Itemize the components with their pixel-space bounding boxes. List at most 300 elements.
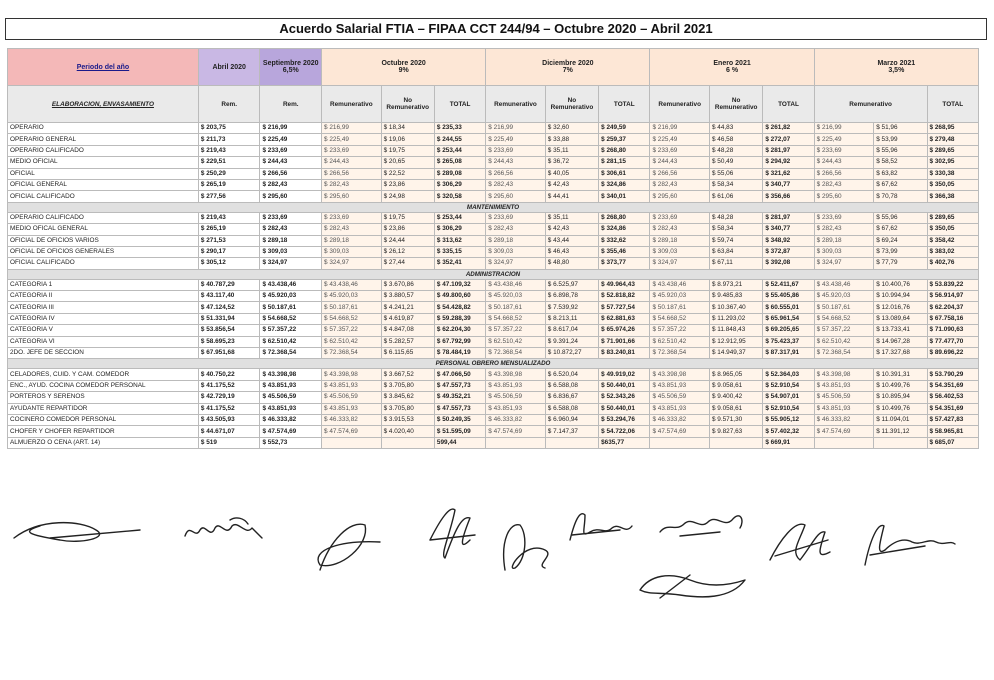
total-header: TOTAL: [434, 86, 485, 123]
dic-no-remunerativo-value: $ 43,44: [545, 235, 598, 246]
septiembre-value: $ 233,69: [260, 212, 322, 223]
dic-no-remunerativo-value: $ 6.588,08: [545, 380, 598, 391]
dic-total-value: $ 355,46: [599, 246, 650, 257]
ene-no-remunerativo-value: $ 58,34: [709, 179, 762, 190]
ene-remunerativo-value: $ 43.438,46: [650, 279, 710, 290]
oct-no-remunerativo-value: $ 19,06: [381, 134, 434, 145]
ene-remunerativo-value: $ 45.506,59: [650, 392, 710, 403]
mar-no-remunerativo-value: $ 13.733,41: [874, 325, 927, 336]
table-row: [8, 179, 979, 190]
mar-remunerativo-value: $ 43.851,93: [814, 380, 874, 391]
section-title: PERSONAL OBRERO MENSUALIZADO: [8, 359, 979, 369]
mar-remunerativo-value: $ 282,43: [814, 224, 874, 235]
mar-total-value: $ 67.758,16: [927, 313, 978, 324]
dic-total-value: $ 281,15: [599, 157, 650, 168]
dic-remunerativo-value: $ 72.368,54: [486, 348, 546, 359]
dic-no-remunerativo-value: $ 6.898,78: [545, 291, 598, 302]
ene-no-remunerativo-value: $ 67,11: [709, 258, 762, 269]
category-name: COCINERO COMEDOR PERSONAL: [8, 414, 199, 425]
septiembre-value: $ 46.333,82: [260, 414, 322, 425]
remunerativo-header: Remunerativo: [322, 86, 382, 123]
dic-remunerativo-value: $ 57.357,22: [486, 325, 546, 336]
dic-total-value: $ 52.818,82: [599, 291, 650, 302]
ene-total-value: $ 55.905,12: [763, 414, 814, 425]
mar-total-value: $ 56.914,97: [927, 291, 978, 302]
abril-value: $ 40.750,22: [198, 369, 260, 380]
ene-total-value: $ 348,92: [763, 235, 814, 246]
abril-value: $ 67.951,68: [198, 348, 260, 359]
oct-no-remunerativo-value: $ 20,65: [381, 157, 434, 168]
mar-total-value: $ 350,05: [927, 179, 978, 190]
abril-value: $ 265,19: [198, 224, 260, 235]
section-title: MANTENIMIENTO: [8, 202, 979, 212]
ene-total-value: $ 281,97: [763, 145, 814, 156]
ene-no-remunerativo-value: $ 46,58: [709, 134, 762, 145]
oct-remunerativo-value: $ 266,56: [322, 168, 382, 179]
ene-no-remunerativo-value: $ 58,34: [709, 224, 762, 235]
category-name: CATEGORIA V: [8, 325, 199, 336]
period-header: Periodo del año: [8, 49, 199, 86]
oct-total-value: $ 235,33: [434, 123, 485, 134]
remunerativo-header: Remunerativo: [486, 86, 546, 123]
dic-remunerativo-value: $ 225,49: [486, 134, 546, 145]
abril-value: $ 203,75: [198, 123, 260, 134]
category-name: MEDIO OFICAL GENERAL: [8, 224, 199, 235]
ene-no-remunerativo-value: $ 55,06: [709, 168, 762, 179]
oct-total-value: $ 253,44: [434, 145, 485, 156]
septiembre-value: $ 62.510,42: [260, 336, 322, 347]
signature-8: [640, 575, 745, 598]
dic-remunerativo-value: $ 266,56: [486, 168, 546, 179]
dic-remunerativo-value: $ 43.438,46: [486, 279, 546, 290]
mar-no-remunerativo-value: $ 14.967,28: [874, 336, 927, 347]
dic-total-value: $ 50.440,01: [599, 403, 650, 414]
mar-no-remunerativo-value: $ 51,96: [874, 123, 927, 134]
signature-6: [570, 514, 632, 540]
oct-remunerativo-value: $ 72.368,54: [322, 348, 382, 359]
oct-no-remunerativo-value: $ 26,12: [381, 246, 434, 257]
septiembre-value: $ 57.357,22: [260, 325, 322, 336]
abril-value: $ 250,29: [198, 168, 260, 179]
mar-total-value: $ 383,02: [927, 246, 978, 257]
mar-no-remunerativo-value: $ 10.499,76: [874, 403, 927, 414]
dic-total-value: $ 71.901,66: [599, 336, 650, 347]
dic-no-remunerativo-value: $ 6.960,94: [545, 414, 598, 425]
ene-remunerativo-value: $ 233,69: [650, 145, 710, 156]
dic-no-remunerativo-value: $ 35,11: [545, 145, 598, 156]
signature-9: [770, 524, 830, 560]
table-row: [8, 414, 979, 425]
dic-remunerativo-value: $ 324,97: [486, 258, 546, 269]
oct-no-remunerativo-value: $ 27,44: [381, 258, 434, 269]
mar-remunerativo-value: $ 233,69: [814, 212, 874, 223]
mar-total-value: $ 53.839,22: [927, 279, 978, 290]
ene-total-value: $ 54.907,01: [763, 392, 814, 403]
dic-total-value: $ 268,80: [599, 212, 650, 223]
abril-value: $ 305,12: [198, 258, 260, 269]
table-row: [8, 403, 979, 414]
mar-remunerativo-value: $ 57.357,22: [814, 325, 874, 336]
oct-total-value: $ 335,15: [434, 246, 485, 257]
ene-remunerativo-value: $ 216,99: [650, 123, 710, 134]
abril-value: $ 277,56: [198, 191, 260, 202]
mar-total-value: $ 89.696,22: [927, 348, 978, 359]
table-row: [8, 336, 979, 347]
ene-remunerativo-value: $ 289,18: [650, 235, 710, 246]
oct-total-value: $ 47.557,73: [434, 380, 485, 391]
dic-no-remunerativo-value: $ 6.520,04: [545, 369, 598, 380]
dic-no-remunerativo-value: $ 35,11: [545, 212, 598, 223]
table-row: [8, 313, 979, 324]
oct-remunerativo-value: $ 244,43: [322, 157, 382, 168]
category-name: CATEGORIA VI: [8, 336, 199, 347]
empty-cell: [486, 437, 546, 448]
total-header: TOTAL: [599, 86, 650, 123]
remunerativo-header: Remunerativo: [814, 86, 927, 123]
oct-remunerativo-value: $ 233,69: [322, 145, 382, 156]
ene-no-remunerativo-value: $ 8.973,21: [709, 279, 762, 290]
dic-remunerativo-value: $ 43.851,93: [486, 403, 546, 414]
oct-total-value: $ 306,29: [434, 224, 485, 235]
almuerzo-row: [8, 437, 979, 448]
mar-total-value: $ 402,76: [927, 258, 978, 269]
oct-total-value: $ 244,55: [434, 134, 485, 145]
oct-no-remunerativo-value: $ 23,86: [381, 224, 434, 235]
dic-total-value: $ 49.919,02: [599, 369, 650, 380]
dic-total-value: $ 268,80: [599, 145, 650, 156]
ene-remunerativo-value: $ 244,43: [650, 157, 710, 168]
mar-no-remunerativo-value: $ 70,78: [874, 191, 927, 202]
category-name: CATEGORIA III: [8, 302, 199, 313]
section-header-row: [8, 202, 979, 212]
ene-no-remunerativo-value: $ 9.058,61: [709, 380, 762, 391]
ene-remunerativo-value: $ 309,03: [650, 246, 710, 257]
mar-remunerativo-value: $ 309,03: [814, 246, 874, 257]
oct-total-value: $ 289,08: [434, 168, 485, 179]
category-name: OFICIAL GENERAL: [8, 179, 199, 190]
ene-total-value: $ 65.961,54: [763, 313, 814, 324]
ene-total-value: $ 52.364,03: [763, 369, 814, 380]
mar-no-remunerativo-value: $ 63,82: [874, 168, 927, 179]
oct-no-remunerativo-value: $ 22,52: [381, 168, 434, 179]
ene-total-value: $ 356,66: [763, 191, 814, 202]
category-name: OFICIAL CALIFICADO: [8, 191, 199, 202]
no-remunerativo-header: No Remunerativo: [709, 86, 762, 123]
dic-no-remunerativo-value: $ 42,43: [545, 179, 598, 190]
dic-remunerativo-value: $ 216,99: [486, 123, 546, 134]
section-header-row: [8, 359, 979, 369]
almuerzo-oct-total: 599,44: [434, 437, 485, 448]
table-row: [8, 325, 979, 336]
ene-no-remunerativo-value: $ 10.367,40: [709, 302, 762, 313]
table-row: [8, 145, 979, 156]
ene-no-remunerativo-value: $ 11.848,43: [709, 325, 762, 336]
table-row: [8, 369, 979, 380]
oct-remunerativo-value: $ 46.333,82: [322, 414, 382, 425]
oct-no-remunerativo-value: $ 3.880,57: [381, 291, 434, 302]
septiembre-value: $ 43.438,46: [260, 279, 322, 290]
abril-value: $ 271,53: [198, 235, 260, 246]
ene-total-value: $ 75.423,37: [763, 336, 814, 347]
oct-remunerativo-value: $ 295,60: [322, 191, 382, 202]
dic-remunerativo-value: $ 289,18: [486, 235, 546, 246]
abril-value: $ 265,19: [198, 179, 260, 190]
septiembre-value: $ 54.668,52: [260, 313, 322, 324]
category-name: OFICIAL CALIFICADO: [8, 258, 199, 269]
mar-total-value: $ 53.790,29: [927, 369, 978, 380]
abril-value: $ 51.331,94: [198, 313, 260, 324]
oct-no-remunerativo-value: $ 4.020,40: [381, 426, 434, 437]
dic-total-value: $ 83.240,81: [599, 348, 650, 359]
signature-5: [504, 525, 548, 570]
oct-no-remunerativo-value: $ 19,75: [381, 212, 434, 223]
almuerzo-mar-total: $ 685,07: [927, 437, 978, 448]
dic-no-remunerativo-value: $ 9.391,24: [545, 336, 598, 347]
oct-total-value: $ 47.557,73: [434, 403, 485, 414]
mar-remunerativo-value: $ 282,43: [814, 179, 874, 190]
dic-no-remunerativo-value: $ 6.588,08: [545, 403, 598, 414]
ene-remunerativo-value: $ 282,43: [650, 224, 710, 235]
ene-remunerativo-value: $ 46.333,82: [650, 414, 710, 425]
septiembre-value: $ 309,03: [260, 246, 322, 257]
ene-no-remunerativo-value: $ 59,74: [709, 235, 762, 246]
dic-remunerativo-value: $ 244,43: [486, 157, 546, 168]
empty-cell: [814, 437, 874, 448]
mar-no-remunerativo-value: $ 67,62: [874, 179, 927, 190]
septiembre-value: $ 47.574,69: [260, 426, 322, 437]
dic-remunerativo-value: $ 43.398,98: [486, 369, 546, 380]
mar-no-remunerativo-value: $ 55,96: [874, 145, 927, 156]
dic-total-value: $ 65.974,26: [599, 325, 650, 336]
dic-no-remunerativo-value: $ 7.539,92: [545, 302, 598, 313]
dic-remunerativo-value: $ 282,43: [486, 224, 546, 235]
mar-total-value: $ 350,05: [927, 224, 978, 235]
table-row: [8, 279, 979, 290]
marzo-header: Marzo 2021 3,5%: [814, 49, 978, 86]
mar-no-remunerativo-value: $ 17.327,68: [874, 348, 927, 359]
dic-remunerativo-value: $ 46.333,82: [486, 414, 546, 425]
mar-remunerativo-value: $ 324,97: [814, 258, 874, 269]
no-remunerativo-header: No Remunerativo: [381, 86, 434, 123]
oct-total-value: $ 62.204,30: [434, 325, 485, 336]
mar-total-value: $ 358,42: [927, 235, 978, 246]
mar-remunerativo-value: $ 72.368,54: [814, 348, 874, 359]
dic-no-remunerativo-value: $ 42,43: [545, 224, 598, 235]
ene-no-remunerativo-value: $ 48,28: [709, 145, 762, 156]
mar-no-remunerativo-value: $ 10.391,31: [874, 369, 927, 380]
ene-remunerativo-value: $ 62.510,42: [650, 336, 710, 347]
ene-remunerativo-value: $ 57.357,22: [650, 325, 710, 336]
mar-no-remunerativo-value: $ 11.391,12: [874, 426, 927, 437]
oct-total-value: $ 54.428,82: [434, 302, 485, 313]
dic-no-remunerativo-value: $ 32,60: [545, 123, 598, 134]
dic-no-remunerativo-value: $ 7.147,37: [545, 426, 598, 437]
total-header: TOTAL: [763, 86, 814, 123]
ene-total-value: $ 52.411,67: [763, 279, 814, 290]
dic-total-value: $ 324,86: [599, 224, 650, 235]
category-name: CATEGORIA IV: [8, 313, 199, 324]
empty-cell: [650, 437, 710, 448]
category-name: OPERARIO GENERAL: [8, 134, 199, 145]
mar-no-remunerativo-value: $ 10.400,76: [874, 279, 927, 290]
oct-total-value: $ 59.288,39: [434, 313, 485, 324]
mar-total-value: $ 302,95: [927, 157, 978, 168]
dic-total-value: $ 306,61: [599, 168, 650, 179]
elaboracion-header: ELABORACION, ENVASAMIENTO: [8, 86, 199, 123]
ene-total-value: $ 281,97: [763, 212, 814, 223]
category-name: OPERARIO CALIFICADO: [8, 145, 199, 156]
octubre-header: Octubre 2020 9%: [322, 49, 486, 86]
oct-remunerativo-value: $ 45.920,03: [322, 291, 382, 302]
ene-no-remunerativo-value: $ 11.293,02: [709, 313, 762, 324]
ene-total-value: $ 57.402,32: [763, 426, 814, 437]
category-name: PORTEROS Y SERENOS: [8, 392, 199, 403]
ene-remunerativo-value: $ 72.368,54: [650, 348, 710, 359]
dic-total-value: $ 57.727,54: [599, 302, 650, 313]
ene-no-remunerativo-value: $ 44,83: [709, 123, 762, 134]
oct-total-value: $ 51.595,09: [434, 426, 485, 437]
mar-remunerativo-value: $ 244,43: [814, 157, 874, 168]
mar-total-value: $ 268,95: [927, 123, 978, 134]
dic-remunerativo-value: $ 54.668,52: [486, 313, 546, 324]
oct-no-remunerativo-value: $ 18,34: [381, 123, 434, 134]
mar-no-remunerativo-value: $ 12.016,76: [874, 302, 927, 313]
dic-no-remunerativo-value: $ 44,41: [545, 191, 598, 202]
septiembre-value: $ 266,56: [260, 168, 322, 179]
oct-no-remunerativo-value: $ 6.115,65: [381, 348, 434, 359]
abril-value: $ 41.175,52: [198, 403, 260, 414]
table-row: [8, 258, 979, 269]
ene-no-remunerativo-value: $ 63,84: [709, 246, 762, 257]
salary-table-body: [8, 123, 979, 449]
oct-no-remunerativo-value: $ 3.915,53: [381, 414, 434, 425]
oct-no-remunerativo-value: $ 3.845,62: [381, 392, 434, 403]
dic-no-remunerativo-value: $ 36,72: [545, 157, 598, 168]
signature-2: [185, 518, 262, 538]
mar-total-value: $ 289,65: [927, 145, 978, 156]
ene-no-remunerativo-value: $ 8.965,05: [709, 369, 762, 380]
mar-remunerativo-value: $ 225,49: [814, 134, 874, 145]
ene-remunerativo-value: $ 266,56: [650, 168, 710, 179]
ene-remunerativo-value: $ 45.920,03: [650, 291, 710, 302]
oct-remunerativo-value: $ 282,43: [322, 179, 382, 190]
mar-no-remunerativo-value: $ 58,52: [874, 157, 927, 168]
oct-no-remunerativo-value: $ 3.705,80: [381, 380, 434, 391]
abril-value: $ 41.175,52: [198, 380, 260, 391]
dic-total-value: $ 52.343,26: [599, 392, 650, 403]
mar-no-remunerativo-value: $ 73,99: [874, 246, 927, 257]
abril-value: $ 211,73: [198, 134, 260, 145]
mar-total-value: $ 58.965,81: [927, 426, 978, 437]
category-name: 2DO. JEFE DE SECCION: [8, 348, 199, 359]
mar-no-remunerativo-value: $ 67,62: [874, 224, 927, 235]
ene-remunerativo-value: $ 295,60: [650, 191, 710, 202]
dic-remunerativo-value: $ 309,03: [486, 246, 546, 257]
oct-no-remunerativo-value: $ 19,75: [381, 145, 434, 156]
abril-value: $ 42.729,19: [198, 392, 260, 403]
ene-remunerativo-value: $ 282,43: [650, 179, 710, 190]
ene-total-value: $ 392,08: [763, 258, 814, 269]
dic-no-remunerativo-value: $ 10.872,27: [545, 348, 598, 359]
ene-total-value: $ 69.205,65: [763, 325, 814, 336]
empty-cell: [381, 437, 434, 448]
ene-no-remunerativo-value: $ 12.912,95: [709, 336, 762, 347]
ene-no-remunerativo-value: $ 48,28: [709, 212, 762, 223]
mar-total-value: $ 71.090,63: [927, 325, 978, 336]
mar-total-value: $ 57.427,83: [927, 414, 978, 425]
oct-total-value: $ 320,58: [434, 191, 485, 202]
ene-total-value: $ 261,82: [763, 123, 814, 134]
oct-total-value: $ 67.792,99: [434, 336, 485, 347]
dic-remunerativo-value: $ 47.574,69: [486, 426, 546, 437]
dic-no-remunerativo-value: $ 6.525,97: [545, 279, 598, 290]
total-header: TOTAL: [927, 86, 978, 123]
oct-remunerativo-value: $ 324,97: [322, 258, 382, 269]
salary-table: [7, 48, 979, 449]
dic-remunerativo-value: $ 45.506,59: [486, 392, 546, 403]
ene-total-value: $ 52.910,54: [763, 403, 814, 414]
septiembre-value: $ 244,43: [260, 157, 322, 168]
table-row: [8, 392, 979, 403]
mar-total-value: $ 77.477,70: [927, 336, 978, 347]
diciembre-header: Diciembre 2020 7%: [486, 49, 650, 86]
oct-remunerativo-value: $ 43.398,98: [322, 369, 382, 380]
category-name: CATEGORIA II: [8, 291, 199, 302]
septiembre-value: $ 225,49: [260, 134, 322, 145]
mar-remunerativo-value: $ 295,60: [814, 191, 874, 202]
septiembre-value: $ 233,69: [260, 145, 322, 156]
ene-remunerativo-value: $ 47.574,69: [650, 426, 710, 437]
dic-no-remunerativo-value: $ 40,05: [545, 168, 598, 179]
dic-remunerativo-value: $ 282,43: [486, 179, 546, 190]
ene-total-value: $ 340,77: [763, 224, 814, 235]
enero-header: Enero 2021 6 %: [650, 49, 814, 86]
mar-remunerativo-value: $ 289,18: [814, 235, 874, 246]
signature-3: [318, 524, 380, 570]
rem-header: Rem.: [260, 86, 322, 123]
septiembre-value: $ 289,18: [260, 235, 322, 246]
septiembre-header: Septiembre 2020 6,5%: [260, 49, 322, 86]
oct-total-value: $ 47.066,50: [434, 369, 485, 380]
table-row: [8, 348, 979, 359]
mar-remunerativo-value: $ 43.851,93: [814, 403, 874, 414]
mar-total-value: $ 54.351,69: [927, 403, 978, 414]
table-row: [8, 235, 979, 246]
table-row: [8, 246, 979, 257]
ene-no-remunerativo-value: $ 9.571,30: [709, 414, 762, 425]
septiembre-value: $ 216,99: [260, 123, 322, 134]
ene-remunerativo-value: $ 324,97: [650, 258, 710, 269]
table-row: [8, 191, 979, 202]
dic-remunerativo-value: $ 62.510,42: [486, 336, 546, 347]
oct-remunerativo-value: $ 43.438,46: [322, 279, 382, 290]
ene-total-value: $ 52.910,54: [763, 380, 814, 391]
almuerzo-abril: $ 519: [198, 437, 260, 448]
ene-total-value: $ 372,87: [763, 246, 814, 257]
category-name: OFICIAL: [8, 168, 199, 179]
category-name: OFICIAL DE OFICIOS VARIOS: [8, 235, 199, 246]
dic-total-value: $ 259,37: [599, 134, 650, 145]
signatures: [0, 480, 994, 680]
mar-total-value: $ 330,38: [927, 168, 978, 179]
mar-remunerativo-value: $ 54.668,52: [814, 313, 874, 324]
rem-header: Rem.: [198, 86, 260, 123]
abril-value: $ 219,43: [198, 212, 260, 223]
mar-remunerativo-value: $ 45.920,03: [814, 291, 874, 302]
ene-total-value: $ 340,77: [763, 179, 814, 190]
ene-total-value: $ 272,07: [763, 134, 814, 145]
oct-remunerativo-value: $ 43.851,93: [322, 380, 382, 391]
